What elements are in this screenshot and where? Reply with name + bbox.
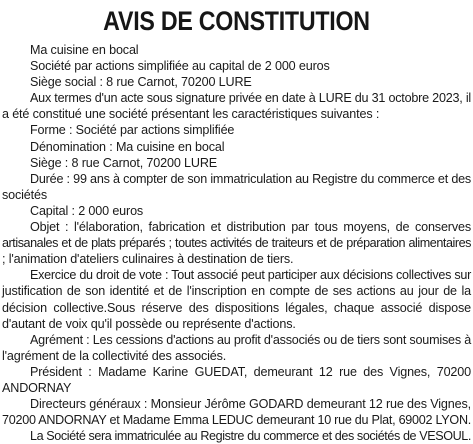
purpose-line-3: ; l'animation d'ateliers culinaires à destination de tiers. [2,252,294,267]
duration-line-2: sociétés [2,187,47,202]
approval-line-2: l'agrément de la collectivité des associés. [2,348,227,363]
voting-line-4: d'autant de voix qu'il possède ou représente d'actions. [2,316,296,331]
notice-body [2,42,471,444]
president-line-1: Président : Madame Karine GUEDAT, demeurant 12 rue des Vignes, 70200 [30,364,471,379]
denomination-line: Dénomination : Ma cuisine en bocal [30,139,225,154]
duration-line-1: Durée : 99 ans à compter de son immatriculation au Registre du commerce et des [30,171,471,186]
legal-form-line: Forme : Société par actions simplifiée [30,123,235,138]
seat-line: Siège : 8 rue Carnot, 70200 LURE [30,155,218,170]
purpose-line-2: artisanales et de plats préparés ; toutes activités de traiteurs et de préparation alimentaires [2,236,471,251]
voting-line-1: Exercice du droit de vote : Tout associé peut participer aux décisions collectives sur [30,268,471,283]
company-name-line: Ma cuisine en bocal [30,43,139,57]
purpose-line-1: Objet : l'élaboration, fabrication et distribution par tous moyens, de conserves [30,220,471,235]
capital-line: Capital : 2 000 euros [30,203,144,218]
company-form-capital-line: Société par actions simplifiée au capital de 2 000 euros [30,59,330,74]
registered-office-line: Siège social : 8 rue Carnot, 70200 LURE [30,75,252,90]
president-line-2: ANDORNAY [2,380,72,395]
directors-line-1: Directeurs généraux : Monsieur Jérôme GODARD demeurant 12 rue des Vignes, [30,397,471,412]
voting-line-3: décision collective.Sous réserve des dispositions légales, chaque associé dispose [2,300,471,315]
deed-line-1: Aux termes d'un acte sous signature privée en date à LURE du 31 octobre 2023, il [30,91,471,106]
registration-line: La Société sera immatriculée au Registre du commerce et des sociétés de VESOUL. [30,429,471,444]
directors-line-2: 70200 ANDORNAY et Madame Emma LEDUC demeurant 10 rue du Plat, 69002 LYON. [2,413,471,428]
deed-line-2: a été constitué une société présentant les caractéristiques suivantes : [2,107,380,122]
approval-line-1: Agrément : Les cessions d'actions au profit d'associés ou de tiers sont soumises à [30,332,471,347]
notice-title: AVIS DE CONSTITUTION [103,6,370,36]
voting-line-2: justification de son identité et de l'inscription en compte de ses actions au jour de la [2,284,471,299]
